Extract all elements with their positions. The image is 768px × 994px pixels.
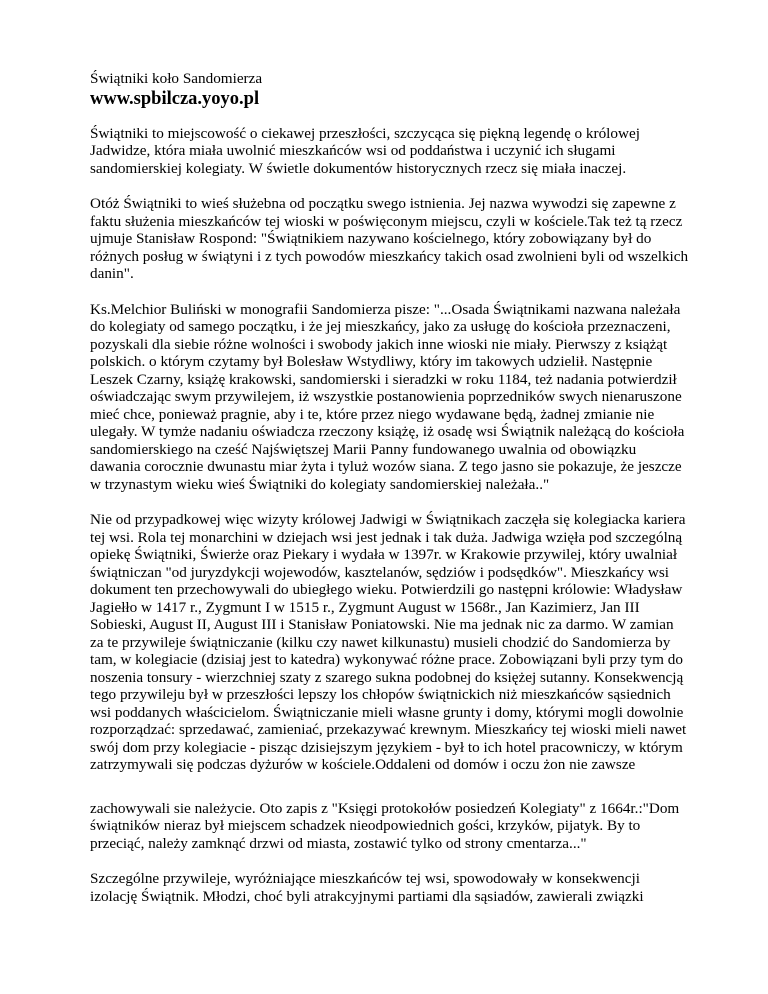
site-title: www.spbilcza.yoyo.pl bbox=[90, 88, 260, 109]
paragraph-protocol-quote: zachowywali sie należycie. Oto zapis z "Księgi protokołów posiedzeń Kolegiaty" z 1664r.:"Dom świątników nieraz był miejscem schadzek nieodpowiednich gości, krzyków, pijatyk. By to przeciąć, należy zamknąć drzwi od miasta, zostawić tylko od strony cmentarza..." bbox=[90, 799, 680, 852]
paragraph-jadwiga: Nie od przypadkowej więc wizyty królowej Jadwigi w Świątnikach zaczęła się kolegiacka kariera tej wsi. Rola tej monarchini w dziejach wsi jest jednak i tak duża. Jadwiga wzięła pod szczególną opiekę Świątniki, Świerże oraz Piekary i wydała w 1397r. w Krakowie przywilej, który uwalniał świątniczan "od juryzdykcji wojewodów, kasztelanów, sędziów i podsędków". Mieszkańcy wsi dokument ten przechowywali do ubiegłego wieku. Potwierdzili go następni królowie: Władysław Jagiełło w 1417 r., Zygmunt I w 1515 r., Zygmunt August w 1568r., Jan Kazimierz, Jan III Sobieski, August II, August III i Stanisław Poniatowski. Nie ma jednak nic za darmo. W zamian za te przywileje świątniczanie (kilku czy nawet kilkunastu) musieli chodzić do Sandomierza by tam, w kolegiacie (dzisiaj jest to katedra) wykonywać różne prace. Zobowiązani byli przy tym do noszenia tonsury - wierzchniej szaty z szarego sukna podobnej do księżej sutanny. Konsekwencją tego przywileju był w przeszłości lepszy los chłopów świątnickich niż mieszkańców sąsiednich wsi poddanych właścicielom. Świątniczanie mieli własne grunty i domy, którymi mogli dowolnie rozporządzać: sprzedawać, zamieniać, przekazywać krewnym. Mieszkańcy tej wioski mieli nawet swój dom przy kolegiacie - pisząc dzisiejszym językiem - był to ich hotel pracowniczy, w którym zatrzymywali się podczas dyżurów w kościele.Oddaleni od domów i oczu żon nie zawsze bbox=[90, 511, 687, 773]
paragraph-bulinski-quote: Ks.Melchior Buliński w monografii Sandomierza pisze: "...Osada Świątnikami nazwana należała do kolegiaty od samego początku, i że jej mieszkańcy, jako za usługę do kościoła przeznaczeni, pozyskali dla siebie różne wolności i swobody jakich inne wioski nie miały. Pierwszy z książąt polskich. o którym czytamy był Bolesław Wstydliwy, który im takowych udzielił. Następnie Leszek Czarny, książę krakowski, sandomierski i sieradzki w roku 1184, też nadania potwierdził oświadczając swym przywilejem, iż wszystkie postanowienia poprzedników swych nienaruszone mieć chce, ponieważ pragnie, aby i te, które przez niego wydawane będą, żadnej zmianie nie ulegały. W tymże nadaniu oświadcza rzeczony książę, iż osadę wsi Świątnik należącą do kościoła sandomierskiego na cześć Najświętszej Marii Panny fundowanego uwalnia od obowiązku dawania corocznie dwunastu miar żyta i tyluż wozów siana. Z tego jasno sie pokazuje, że jeszcze w trzynastym wieku wieś Świątniki do kolegiaty sandomierskiej należała.." bbox=[90, 300, 685, 493]
document-kicker: Świątniki koło Sandomierza bbox=[90, 70, 263, 87]
document-body bbox=[90, 70, 690, 905]
paragraph-intro: Świątniki to miejscowość o ciekawej przeszłości, szczycąca się piękną legendę o królowej Jadwidze, która miała uwolnić mieszkańców wsi od poddaństwa i uczynić ich sługami sandomierskiej kolegiaty. W świetle dokumentów historycznych rzecz się miała inaczej. bbox=[90, 124, 640, 177]
paragraph-etymology: Otóż Świątniki to wieś służebna od początku swego istnienia. Jej nazwa wywodzi się zapewne z faktu służenia mieszkańców tej wioski w poświęconym miejscu, czyli w kościele.Tak też tą rzecz ujmuje Stanisław Rospond: "Świątnikiem nazywano kościelnego, który zobowiązany był do różnych posług w świątyni i z tych powodów mieszkańcy takich osad zwolnieni byli od wszelkich danin". bbox=[90, 195, 689, 282]
paragraph-isolation: Szczególne przywileje, wyróżniające mieszkańców tej wsi, spowodowały w konsekwencji izolację Świątnik. Młodzi, choć byli atrakcyjnymi partiami dla sąsiadów, zawierali związki bbox=[90, 870, 644, 905]
